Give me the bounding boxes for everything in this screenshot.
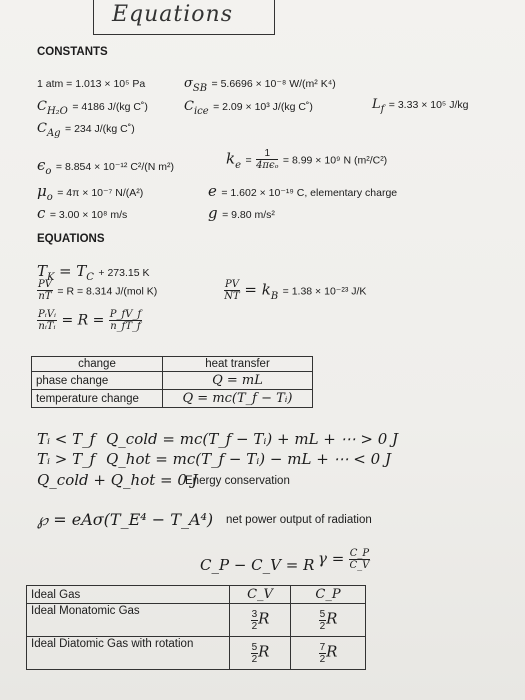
cp-var: R	[326, 642, 338, 661]
table-cell: Q = mc(T_f − Tᵢ)	[163, 390, 313, 408]
c-water-value: = 4186 J/(kg C˚)	[72, 101, 148, 113]
tc-symbol: = T	[58, 262, 87, 280]
c-silver-value: = 234 J/(kg C˚)	[65, 123, 135, 135]
lf-sub: f	[380, 104, 385, 116]
radiation-note: net power output of radiation	[226, 514, 372, 526]
lf-value: = 3.33 × 10⁵ J/kg	[388, 99, 469, 111]
mu-value: = 4π × 10⁻⁷ N/(A²)	[57, 187, 144, 199]
cp-var: R	[326, 609, 338, 628]
final-denominator: n_fT_f	[110, 321, 141, 332]
initial-numerator: PᵢVᵢ	[38, 309, 56, 320]
epsilon-value: = 8.854 × 10⁻¹² C²/(N m²)	[55, 161, 175, 173]
cv-numerator: 5	[251, 641, 258, 653]
tk-symbol: T	[37, 262, 48, 280]
e-symbol: e	[208, 182, 217, 200]
heat-transfer-table	[31, 356, 313, 408]
cv-denominator: 2	[251, 620, 258, 632]
table-cell	[230, 637, 291, 670]
equations-heading: EQUATIONS	[37, 233, 105, 245]
table-header-cell: Ideal Gas	[27, 586, 230, 604]
tk-value: + 273.15 K	[98, 267, 150, 279]
initial-denominator: nᵢTᵢ	[38, 321, 56, 332]
table-cell: temperature change	[32, 390, 163, 408]
table-row	[32, 357, 313, 372]
cv-denominator: 2	[251, 653, 258, 665]
gamma-numerator: C_P	[349, 548, 370, 559]
page-title: Equations	[112, 2, 234, 27]
tk-sub: K	[47, 272, 55, 284]
table-header-cell: C_V	[230, 586, 291, 604]
table-cell	[291, 637, 366, 670]
gamma-denominator: C_V	[349, 560, 370, 571]
cp-minus-cv-equation: C_P − C_V = R	[200, 556, 315, 574]
c-water-symbol: C	[37, 99, 47, 114]
c-symbol: c	[37, 204, 46, 222]
kb-denominator: NT	[224, 291, 240, 302]
tc-sub: C	[86, 272, 94, 284]
q-hot-equation: Q_hot = mc(T_f − Tᵢ) − mL + ⋯ < 0 J	[106, 450, 391, 468]
atm-constant: 1 atm = 1.013 × 10⁵ Pa	[37, 78, 146, 90]
c-silver-symbol: C	[37, 121, 47, 136]
epsilon-symbol: ϵ	[37, 156, 46, 174]
kb-value: = 1.38 × 10⁻²³ J/K	[282, 285, 367, 298]
cp-numerator: 7	[319, 641, 326, 653]
c-value: = 3.00 × 10⁸ m/s	[49, 209, 128, 221]
table-row	[32, 390, 313, 408]
ke-fraction	[256, 148, 278, 171]
c-ice-value: = 2.09 × 10³ J/(kg C˚)	[213, 101, 313, 113]
mu-sub: o	[46, 192, 53, 204]
ke-numerator: 1	[256, 148, 278, 160]
sigma-sub: SB	[192, 83, 208, 95]
radiation-equation: ℘ = eAσ(T_E⁴ − T_A⁴)	[37, 510, 214, 529]
table-cell: Ideal Monatomic Gas	[27, 604, 230, 637]
c-water-sub: H₂O	[46, 106, 68, 118]
pv-NT-fraction	[224, 279, 240, 302]
sigma-symbol: σ	[184, 76, 193, 91]
c-silver-constant	[37, 119, 135, 139]
stefan-boltzmann-constant	[184, 74, 336, 94]
table-row	[27, 637, 366, 670]
kb-symbol: = k	[244, 280, 271, 299]
initial-state-fraction	[37, 309, 57, 332]
table-cell: Q = mL	[163, 372, 313, 390]
cv-var: R	[258, 642, 270, 661]
epsilon-sub: o	[45, 166, 52, 178]
energy-conservation-note: Energy conservation	[185, 475, 290, 487]
gas-constant-equation	[37, 279, 157, 302]
cp-denominator: 2	[319, 620, 326, 632]
combined-gas-equation	[37, 309, 142, 332]
table-row	[27, 586, 366, 604]
gamma-equation	[318, 548, 370, 571]
gamma-fraction	[349, 548, 370, 571]
hot-condition: Tᵢ > T_f	[37, 450, 96, 468]
c-ice-constant	[184, 97, 313, 117]
mu-symbol: μ	[37, 182, 47, 200]
boltzmann-equation	[224, 279, 366, 302]
kb-sub: B	[270, 290, 279, 302]
pv-nt-fraction	[37, 279, 53, 302]
table-header-cell: C_P	[291, 586, 366, 604]
latent-heat-constant	[372, 95, 468, 115]
permeability-constant	[37, 182, 143, 203]
cv-numerator: 3	[251, 608, 258, 620]
ke-denominator: 4πϵₒ	[256, 160, 279, 171]
table-row	[32, 372, 313, 390]
final-state-fraction	[109, 309, 142, 332]
c-ice-sub: ice	[193, 106, 209, 118]
table-cell: heat transfer	[163, 357, 313, 372]
table-cell: Ideal Diatomic Gas with rotation	[27, 637, 230, 670]
kb-numerator: PV	[225, 279, 239, 290]
coulomb-constant: $k_e$ = $\frac{1}{\text{4πϵₒ}}$ = 8.99 × 10⁹ N (m²/C²)	[226, 148, 388, 171]
ke-value: = 8.99 × 10⁹ N (m²/C²)	[282, 154, 388, 167]
cv-var: R	[258, 609, 270, 628]
sigma-value: = 5.6696 × 10⁻⁸ W/(m² K⁴)	[211, 78, 336, 90]
r-denominator: nT	[38, 291, 52, 302]
g-symbol: g	[208, 204, 218, 222]
permittivity-constant	[37, 156, 174, 177]
cold-condition: Tᵢ < T_f	[37, 430, 96, 448]
c-ice-symbol: C	[184, 99, 194, 114]
table-cell	[291, 604, 366, 637]
table-cell: change	[32, 357, 163, 372]
c-silver-sub: Ag	[46, 128, 61, 140]
q-cold-equation: Q_cold = mc(T_f − Tᵢ) + mL + ⋯ > 0 J	[106, 430, 399, 448]
cp-denominator: 2	[319, 653, 326, 665]
lf-symbol: L	[372, 97, 381, 112]
ke-sub: e	[235, 159, 242, 171]
e-value: = 1.602 × 10⁻¹⁹ C, elementary charge	[221, 187, 398, 199]
table-cell: phase change	[32, 372, 163, 390]
speed-of-light	[37, 204, 127, 223]
r-middle: = R =	[61, 312, 105, 329]
heat-capacity-table	[26, 585, 366, 670]
final-numerator: P_fV_f	[109, 309, 142, 320]
constants-heading: CONSTANTS	[37, 46, 108, 58]
ke-symbol: k	[226, 149, 236, 168]
r-numerator: PV	[38, 279, 52, 290]
c-water-constant	[37, 97, 148, 117]
cp-numerator: 5	[319, 608, 326, 620]
g-value: = 9.80 m/s²	[222, 209, 275, 221]
elementary-charge	[208, 182, 397, 201]
r-value: = R = 8.314 J/(mol K)	[57, 285, 158, 298]
table-row	[27, 604, 366, 637]
energy-balance-equation: Q_cold + Q_hot = 0 J	[37, 471, 198, 489]
gravity-constant	[208, 204, 275, 223]
gamma-symbol: γ =	[318, 549, 345, 568]
table-cell	[230, 604, 291, 637]
